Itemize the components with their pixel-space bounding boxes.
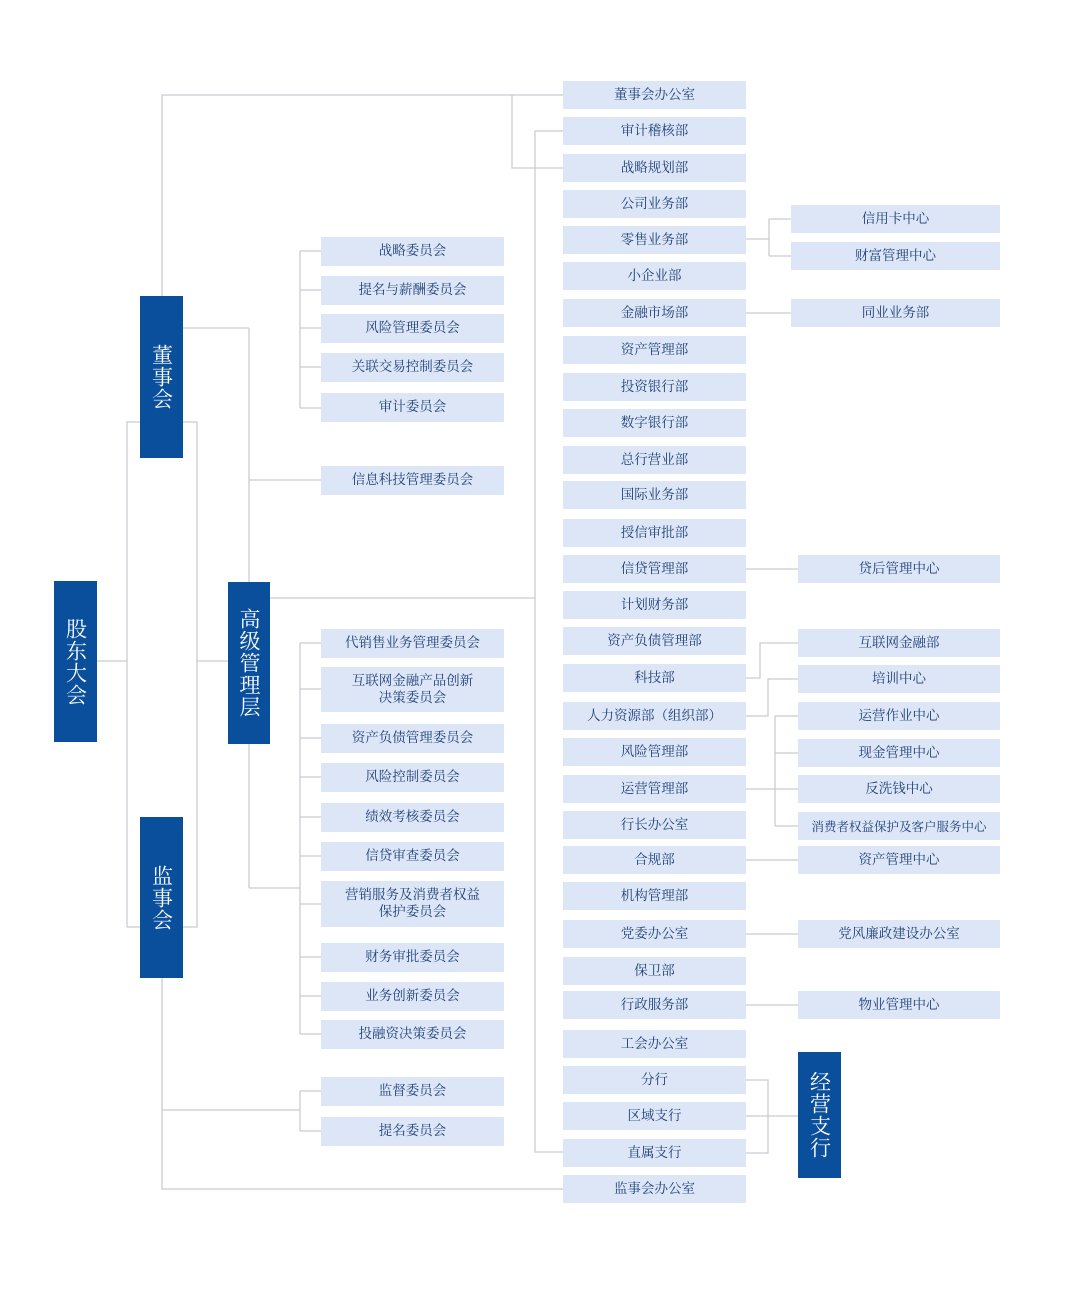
department: 党委办公室 xyxy=(563,920,746,948)
center: 反洗钱中心 xyxy=(798,775,1000,803)
mgmt-committee: 风险控制委员会 xyxy=(321,763,504,792)
center: 培训中心 xyxy=(798,665,1000,693)
department: 运营管理部 xyxy=(563,775,746,803)
board-committee: 风险管理委员会 xyxy=(321,314,504,343)
mgmt-committee: 信贷审查委员会 xyxy=(321,842,504,871)
department: 战略规划部 xyxy=(563,154,746,182)
supervisory-committee: 监督委员会 xyxy=(321,1077,504,1106)
department: 直属支行 xyxy=(563,1139,746,1167)
department: 工会办公室 xyxy=(563,1030,746,1058)
center: 互联网金融部 xyxy=(798,629,1000,657)
department: 投资银行部 xyxy=(563,373,746,401)
center: 物业管理中心 xyxy=(798,991,1000,1019)
department: 小企业部 xyxy=(563,262,746,290)
department: 区域支行 xyxy=(563,1102,746,1130)
department: 总行营业部 xyxy=(563,446,746,474)
department: 行长办公室 xyxy=(563,811,746,839)
board-committee: 战略委员会 xyxy=(321,237,504,266)
department: 数字银行部 xyxy=(563,409,746,437)
center: 贷后管理中心 xyxy=(798,555,1000,583)
department: 公司业务部 xyxy=(563,190,746,218)
mgmt-committee: 财务审批委员会 xyxy=(321,943,504,972)
mgmt-committee: 营销服务及消费者权益 保护委员会 xyxy=(321,881,504,927)
mgmt-committee: 互联网金融产品创新 决策委员会 xyxy=(321,667,504,712)
department: 零售业务部 xyxy=(563,226,746,254)
center: 信用卡中心 xyxy=(791,205,1000,233)
center: 运营作业中心 xyxy=(798,702,1000,730)
department: 信贷管理部 xyxy=(563,555,746,583)
department: 授信审批部 xyxy=(563,519,746,547)
department: 合规部 xyxy=(563,846,746,874)
center: 财富管理中心 xyxy=(791,242,1000,270)
department: 资产管理部 xyxy=(563,336,746,364)
department: 分行 xyxy=(563,1066,746,1094)
mgmt-committee: 代销售业务管理委员会 xyxy=(321,629,504,658)
department: 机构管理部 xyxy=(563,882,746,910)
department: 保卫部 xyxy=(563,957,746,985)
board-of-supervisors: 监事会 xyxy=(140,817,183,978)
board-of-directors: 董事会 xyxy=(140,296,183,458)
department: 资产负债管理部 xyxy=(563,627,746,655)
board-committee: 提名与薪酬委员会 xyxy=(321,276,504,305)
department: 风险管理部 xyxy=(563,738,746,766)
center: 消费者权益保护及客户服务中心 xyxy=(798,812,1000,840)
department: 董事会办公室 xyxy=(563,81,746,109)
it-committee: 信息科技管理委员会 xyxy=(321,466,504,495)
senior-management: 高级管理层 xyxy=(228,582,270,744)
board-committee: 关联交易控制委员会 xyxy=(321,353,504,382)
department: 科技部 xyxy=(563,664,746,692)
mgmt-committee: 资产负债管理委员会 xyxy=(321,724,504,753)
shareholders-meeting: 股东大会 xyxy=(54,581,97,742)
board-committee: 审计委员会 xyxy=(321,393,504,422)
department: 行政服务部 xyxy=(563,991,746,1019)
department: 监事会办公室 xyxy=(563,1175,746,1203)
center: 现金管理中心 xyxy=(798,739,1000,767)
center: 同业业务部 xyxy=(791,299,1000,327)
mgmt-committee: 绩效考核委员会 xyxy=(321,803,504,832)
center: 资产管理中心 xyxy=(798,846,1000,874)
department: 审计稽核部 xyxy=(563,117,746,145)
supervisory-committee: 提名委员会 xyxy=(321,1117,504,1146)
department: 国际业务部 xyxy=(563,481,746,509)
operating-branches: 经营支行 xyxy=(798,1052,841,1178)
mgmt-committee: 投融资决策委员会 xyxy=(321,1020,504,1049)
department: 金融市场部 xyxy=(563,299,746,327)
center: 党风廉政建设办公室 xyxy=(798,920,1000,948)
department: 计划财务部 xyxy=(563,591,746,619)
mgmt-committee: 业务创新委员会 xyxy=(321,982,504,1011)
department: 人力资源部（组织部） xyxy=(563,702,746,730)
